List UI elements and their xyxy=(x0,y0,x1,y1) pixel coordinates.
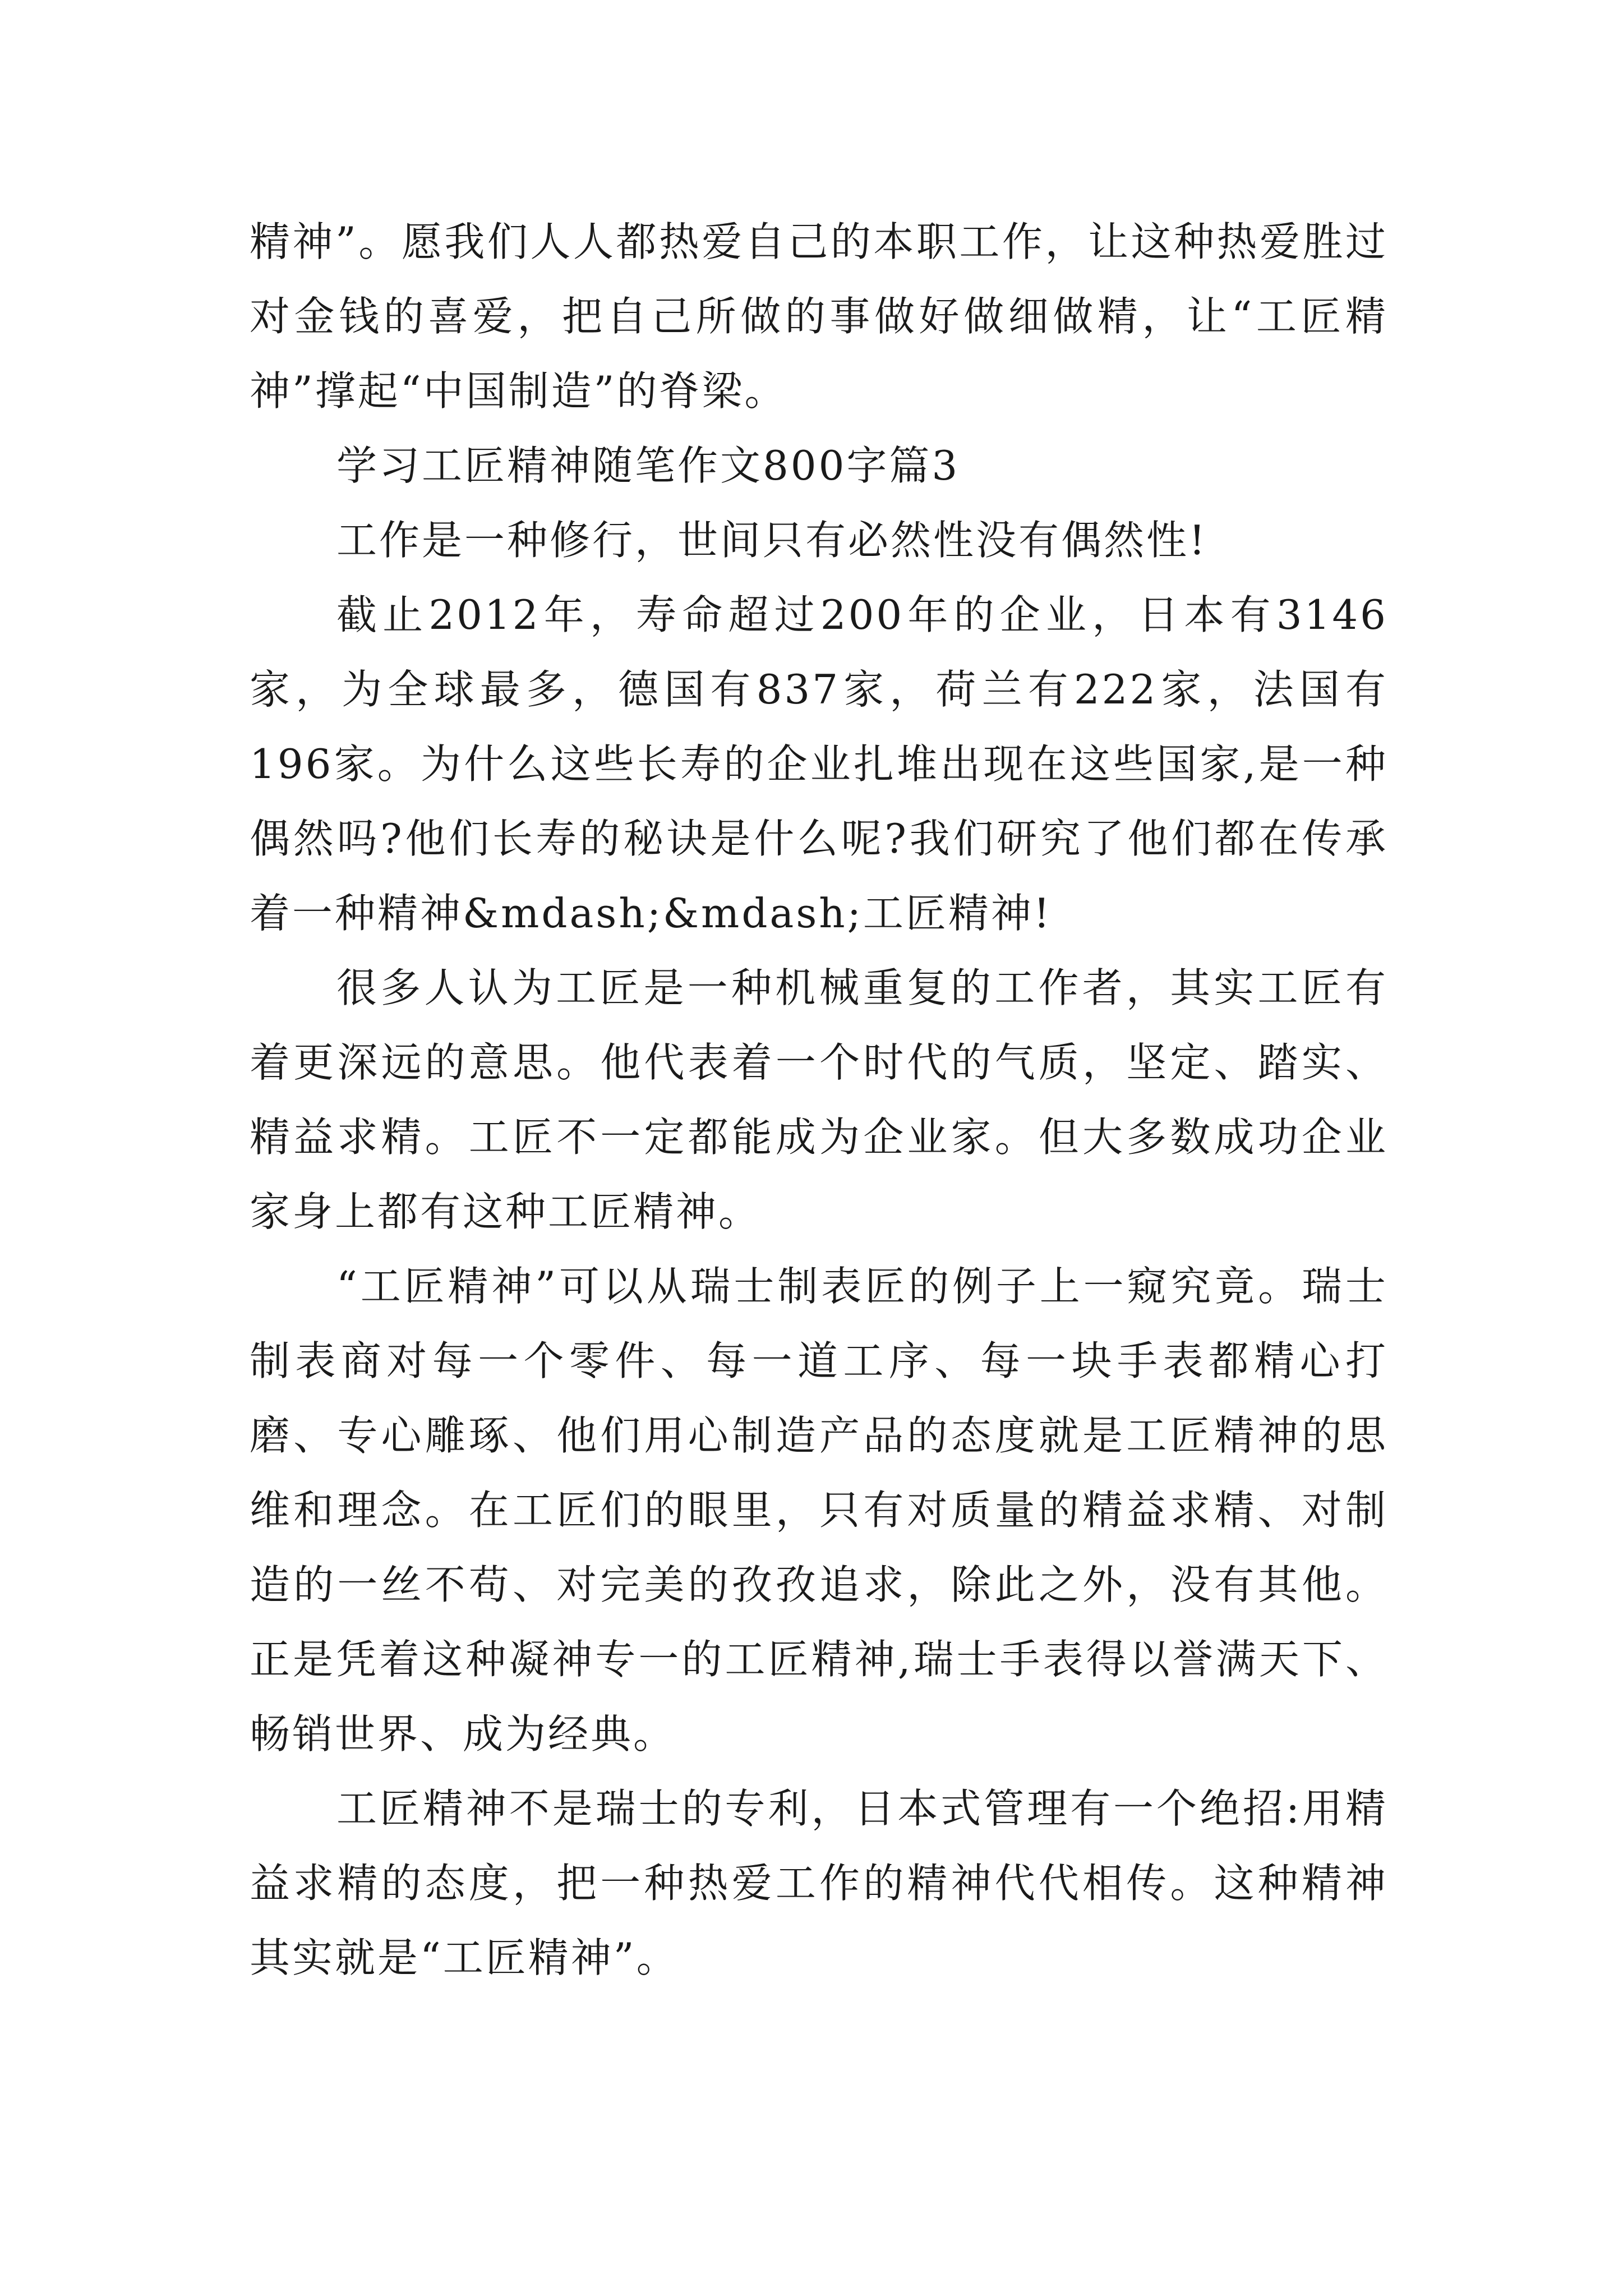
paragraph-5: “工匠精神”可以从瑞士制表匠的例子上一窥究竟。瑞士制表商对每一个零件、每一道工序、每一块手表都精心打磨、专心雕琢、他们用心制造产品的态度就是工匠精神的思维和理念。在工匠们的眼里，只有对质量的精益求精、对制造的一丝不苟、对完美的孜孜追求，除此之外，没有其他。正是凭着这种凝神专一的工匠精神,瑞士手表得以誉满天下、畅销世界、成为经典。 xyxy=(250,1263,1388,1757)
paragraph-3: 截止2012年，寿命超过200年的企业，日本有3146家，为全球最多，德国有837家，荷兰有222家，法国有196家。为什么这些长寿的企业扎堆出现在这些国家,是一种偶然吗?他们长寿的秘诀是什么呢?我们研究了他们都在传承着一种精神&mdash;&mdash;工匠精神! xyxy=(250,591,1388,937)
paragraph-1: 精神”。愿我们人人都热爱自己的本职工作，让这种热爱胜过对金钱的喜爱，把自己所做的事做好做细做精，让“工匠精神”撑起“中国制造”的脊梁。 xyxy=(250,218,1388,415)
paragraph-4: 很多人认为工匠是一种机械重复的工作者，其实工匠有着更深远的意思。他代表着一个时代的气质，坚定、踏实、精益求精。工匠不一定都能成为企业家。但大多数成功企业家身上都有这种工匠精神。 xyxy=(250,964,1388,1235)
paragraph-2: 工作是一种修行，世间只有必然性没有偶然性! xyxy=(336,517,1207,564)
section-heading: 学习工匠精神随笔作文800字篇3 xyxy=(336,442,960,489)
paragraph-6: 工匠精神不是瑞士的专利，日本式管理有一个绝招:用精益求精的态度，把一种热爱工作的精神代代相传。这种精神其实就是“工匠精神”。 xyxy=(250,1785,1388,1981)
body-text xyxy=(250,205,1388,1995)
